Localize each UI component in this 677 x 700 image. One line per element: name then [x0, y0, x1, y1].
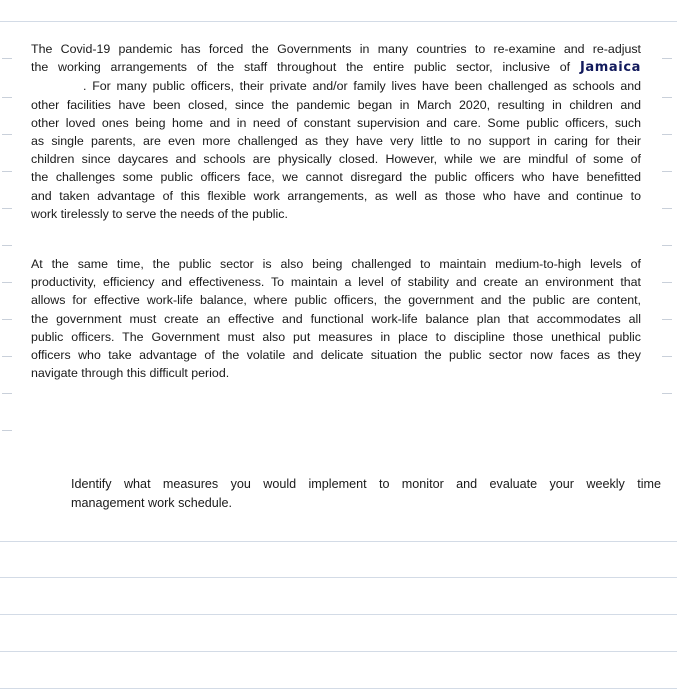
paragraph-line: and taken advantage of this flexible work arrangements, as well as those who have and continue to [31, 188, 641, 203]
margin-tick [2, 319, 12, 320]
margin-tick [2, 58, 12, 59]
margin-tick [2, 282, 12, 283]
paragraph-line: officers who take advantage of the volatile and delicate situation the public sector now faces as they [31, 348, 641, 363]
margin-tick [662, 282, 672, 283]
margin-tick [662, 97, 672, 98]
margin-tick [2, 356, 12, 357]
margin-tick [2, 97, 12, 98]
paragraph-line: as single parents, are even more challenged as they have very little to no support in caring for their [31, 134, 641, 149]
ruled-line [0, 541, 677, 542]
paragraph-line: children since daycares and schools are physically closed. However, while we are mindful of some of [31, 152, 641, 167]
margin-tick [2, 245, 12, 246]
margin-tick [2, 208, 12, 209]
paragraph-line [31, 58, 641, 77]
margin-tick [2, 430, 12, 431]
paragraph-line: navigate through this difficult period. [31, 366, 230, 381]
paragraph-line-text: the working arrangements of the staff throughout the entire public sector, inclusive of [31, 60, 571, 75]
margin-tick [2, 393, 12, 394]
margin-tick [2, 134, 12, 135]
paragraph-line: The Covid-19 pandemic has forced the Governments in many countries to re-examine and re-adjust [31, 42, 641, 56]
paragraph-line: At the same time, the public sector is also being challenged to maintain medium-to-high levels of [31, 257, 641, 271]
ruled-line [0, 688, 677, 689]
paragraph-line: other loved ones being home and in need of constant supervision and care. Some public officers, such [31, 115, 641, 130]
paragraph-line: . For many public officers, their private and/or family lives have been challenged as schools and [83, 79, 641, 94]
ruled-line [0, 21, 677, 22]
question-line: management work schedule. [71, 495, 233, 510]
question-prompt [71, 475, 661, 512]
margin-tick [662, 134, 672, 135]
margin-tick [662, 356, 672, 357]
paragraph-covid-context [31, 40, 641, 223]
paragraph-line: public officers. The Government must also put measures in place to discipline those unethical public [31, 329, 641, 344]
paragraph-line: work tirelessly to serve the needs of the public. [31, 206, 288, 221]
paragraph-line: the government must create an effective and functional work-life balance plan that accommodates all [31, 311, 641, 326]
margin-tick [662, 319, 672, 320]
ruled-line [0, 651, 677, 652]
ruled-line [0, 614, 677, 615]
margin-tick [662, 208, 672, 209]
paragraph-line: the challenges some public officers face, we cannot disregard the public officers who have benefitted [31, 170, 641, 185]
margin-tick [662, 245, 672, 246]
paragraph-line: allows for effective work-life balance, where public officers, the government and the public are content, [31, 293, 641, 308]
paragraph-line: productivity, efficiency and effectiveness. To maintain a level of stability and create an environment that [31, 275, 641, 290]
ruled-line [0, 577, 677, 578]
question-line: Identify what measures you would implement to monitor and evaluate your weekly time [71, 477, 661, 491]
margin-tick [662, 393, 672, 394]
paragraph-line: other facilities have been closed, since the pandemic began in March 2020, resulting in children and [31, 97, 641, 112]
paragraph-public-sector [31, 255, 641, 382]
margin-tick [662, 171, 672, 172]
margin-tick [662, 58, 672, 59]
handwritten-country: Jamaica [579, 60, 641, 76]
margin-tick [2, 171, 12, 172]
